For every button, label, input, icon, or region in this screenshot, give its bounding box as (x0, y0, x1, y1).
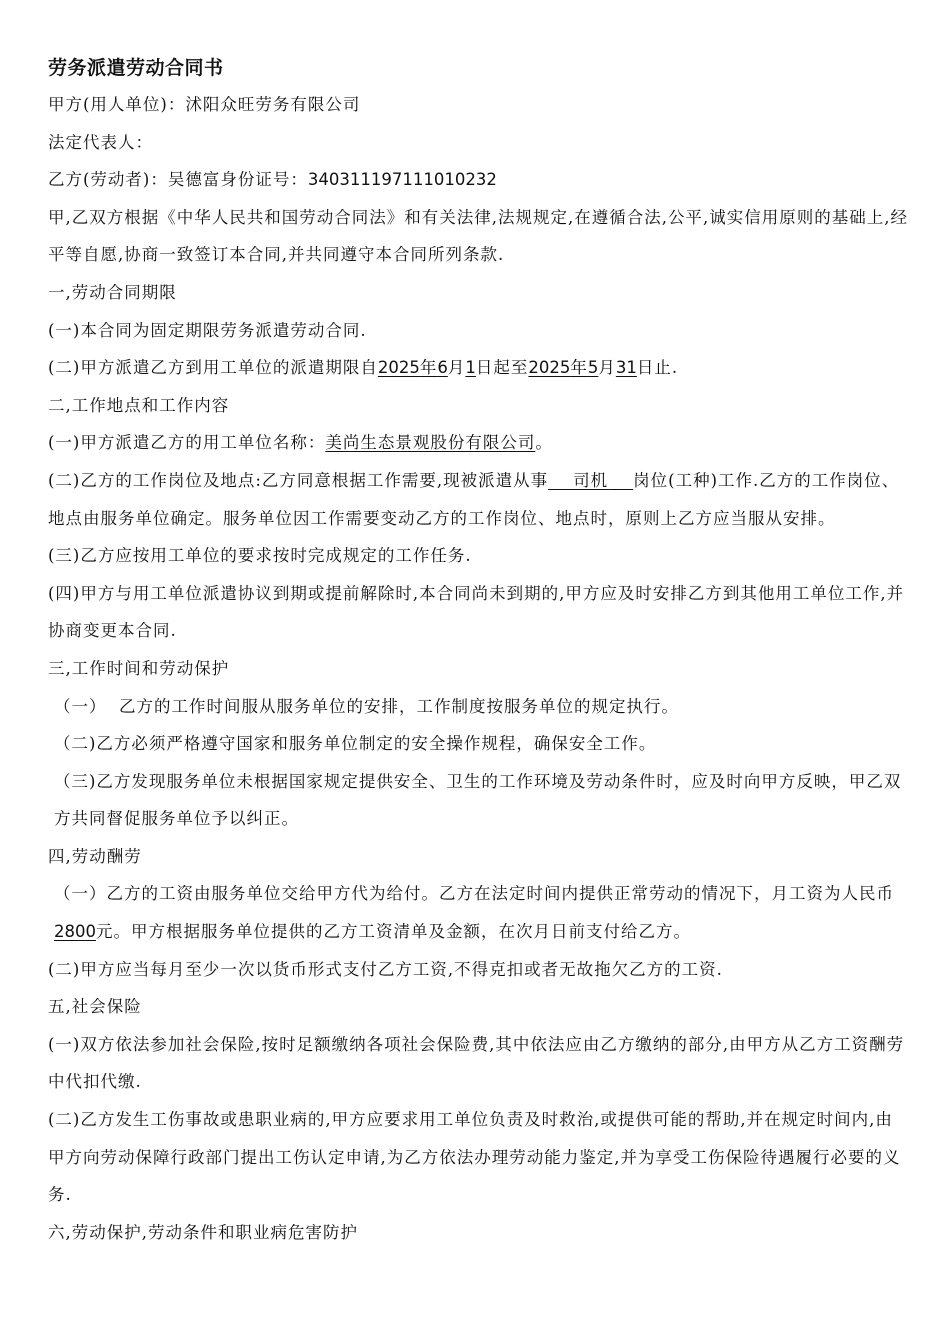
clause-4-1 (48, 875, 910, 950)
clause-4-2: (二)甲方应当每月至少一次以货币形式支付乙方工资,不得克扣或者无故拖欠乙方的工资. (48, 959, 723, 979)
clause-4-1-rest: 元。甲方根据服务单位提供的乙方工资清单及金额，在次月日前支付给乙方。 (96, 922, 691, 942)
nian-2: 年 (570, 358, 588, 378)
legal-representative: 法定代表人： (48, 132, 153, 152)
nian-1: 年 (419, 358, 438, 378)
id-number: 340311197111010232 (307, 170, 497, 190)
section-5-title: 五,社会保险 (48, 997, 142, 1017)
start-day: 1 (465, 358, 476, 378)
section-1-title: 一,劳动合同期限 (48, 282, 177, 302)
party-a-label: 甲方(用人单位)： (48, 95, 186, 114)
salary-amount: 2800 (54, 922, 96, 942)
party-b-name: 吴德富 (167, 170, 221, 190)
clause-5-2: (二)乙方发生工伤事故或患职业病的,甲方应要求用工单位负责及时救治,或提供可能的帮助,并在规定时间内,由甲方向劳动保障行政部门提出工伤认定申请,为乙方依法办理劳动能力鉴定,并为享受工伤保险待遇履行必要的义务. (48, 1110, 901, 1205)
end-day: 31 (615, 358, 637, 378)
clause-3-3: （三)乙方发现服务单位未根据国家规定提供安全、卫生的工作环境及劳动条件时，应及时向甲方反映，甲乙双方共同督促服务单位予以纠正。 (54, 771, 902, 829)
clause-4-1-text: （一）乙方的工资由服务单位交给甲方代为给付。乙方在法定时间内提供正常劳动的情况下，月工资为人民币 (54, 884, 894, 904)
end-year: 2025 (528, 358, 571, 378)
ri-zhi: 日止. (636, 358, 679, 378)
id-label: 身份证号： (220, 170, 308, 190)
start-month: 6 (437, 358, 448, 378)
start-year: 2025 (377, 358, 420, 378)
party-b-label: 乙方(劳动者)： (48, 170, 168, 190)
section-2-title: 二,工作地点和工作内容 (48, 395, 230, 415)
ri-qi-zhi: 日起至 (475, 358, 529, 378)
clause-1-2 (48, 349, 910, 387)
section-4-title: 四,劳动酬劳 (48, 846, 142, 866)
clause-1-2-text: (二)甲方派遣乙方到用工单位的派遣期限自 (48, 358, 378, 378)
section-6-title: 六,劳动保护,劳动条件和职业病危害防护 (48, 1222, 358, 1242)
clause-2-3: (三)乙方应按用工单位的要求按时完成规定的工作任务. (48, 546, 472, 566)
intro-paragraph: 甲,乙双方根据《中华人民共和国劳动合同法》和有关法律,法规规定,在遵循合法,公平,诚实信用原则的基础上,经平等自愿,协商一致签订本合同,并共同遵守本合同所列条款. (48, 207, 908, 265)
clause-1-1: (一)本合同为固定期限劳务派遣劳动合同. (48, 320, 367, 340)
clause-2-1-text: (一)甲方派遣乙方的用工单位名称： (48, 433, 326, 453)
party-b-line (48, 161, 910, 199)
end-month: 5 (587, 358, 599, 378)
yue-1: 月 (447, 358, 466, 378)
clause-3-1: （一） 乙方的工作时间服从服务单位的安排，工作制度按服务单位的规定执行。 (54, 696, 679, 716)
clause-2-2-text: (二)乙方的工作岗位及地点:乙方同意根据工作需要,现被派遣从事 (48, 470, 549, 490)
clause-3-2: （二)乙方必须严格遵守国家和服务单位制定的安全操作规程，确保安全工作。 (54, 734, 657, 754)
employer-unit: 美尚生态景观股份有限公司 (325, 433, 536, 453)
yue-2: 月 (598, 358, 616, 378)
clause-2-1 (48, 424, 910, 462)
clause-2-1-end: 。 (535, 433, 553, 453)
clause-2-2 (48, 462, 910, 537)
party-a-line (48, 86, 910, 124)
document-title: 劳务派遣劳动合同书 (48, 57, 224, 79)
job-position: 司机 (573, 470, 609, 490)
clause-5-1: (一)双方依法参加社会保险,按时足额缴纳各项社会保险费,其中依法应由乙方缴纳的部分,由甲方从乙方工资酬劳中代扣代缴. (48, 1034, 905, 1092)
section-3-title: 三,工作时间和劳动保护 (48, 658, 230, 678)
clause-2-4: (四)甲方与用工单位派遣协议到期或提前解除时,本合同尚未到期的,甲方应及时安排乙方到其他用工单位工作,并协商变更本合同. (48, 583, 905, 641)
clause-2-2-rest: 岗位(工种)工作.乙方的工作岗位、地点由服务单位确定。服务单位因工作需要变动乙方的工作岗位、地点时，原则上乙方应当服从安排。 (48, 470, 900, 528)
party-a-name: 沭阳众旺劳务有限公司 (185, 95, 361, 114)
